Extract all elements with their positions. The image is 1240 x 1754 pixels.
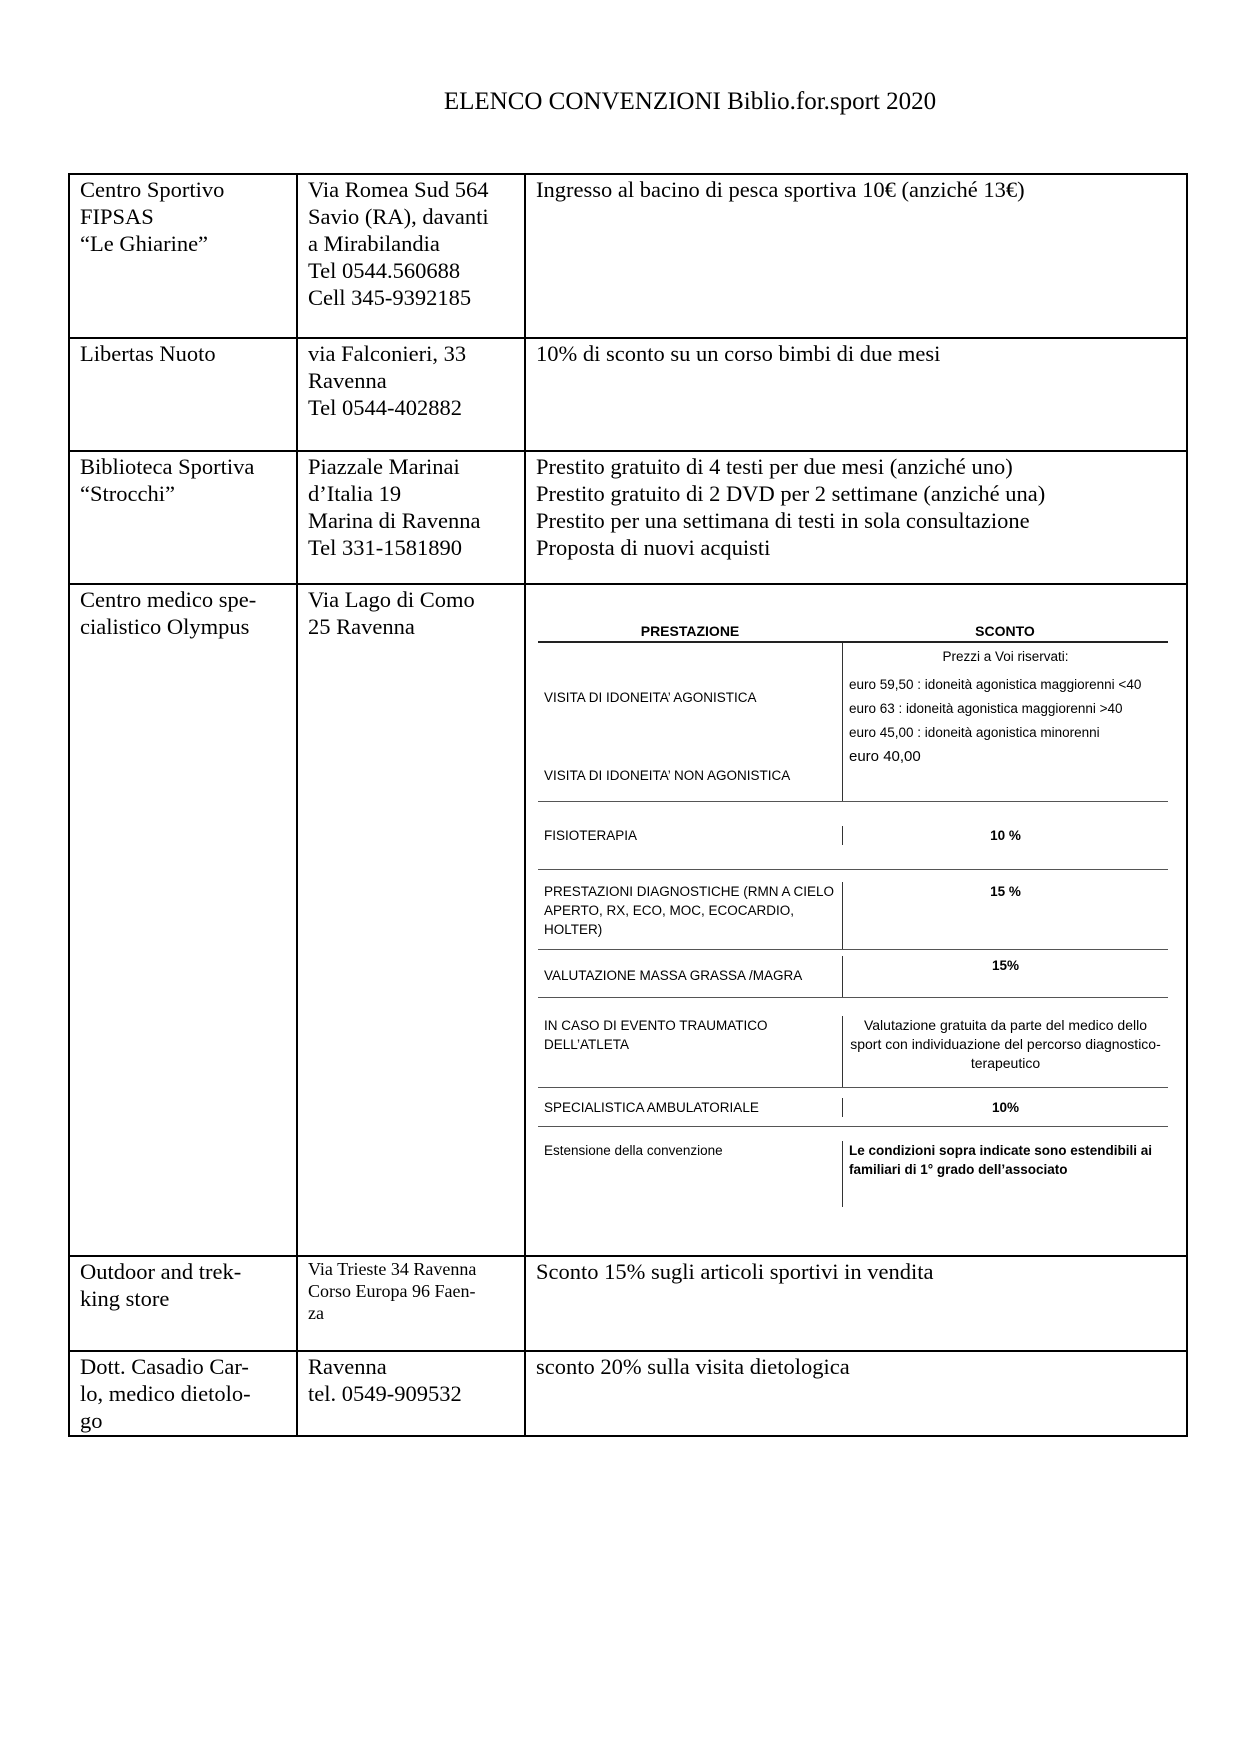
price-line: euro 63 : idoneità agonistica maggiorenni >40 (849, 701, 1123, 716)
partner-name-cell: Outdoor and trek- king store (69, 1256, 297, 1351)
partner-address-cell: Via Romea Sud 564 Savio (RA), davanti a Mirabilandia Tel 0544.560688 Cell 345-9392185 (297, 174, 525, 338)
partner-address-cell: Via Lago di Como 25 Ravenna (297, 584, 525, 1256)
partner-name-cell: Dott. Casadio Car- lo, medico dietolo- go (69, 1351, 297, 1436)
header-prestazione: PRESTAZIONE (640, 623, 740, 639)
olympus-row: VALUTAZIONE MASSA GRASSA /MAGRA 15% (538, 950, 1168, 998)
olympus-row: SPECIALISTICA AMBULATORIALE 10% (538, 1088, 1168, 1127)
price-line: euro 59,50 : idoneità agonistica maggiorenni <40 (849, 677, 1142, 692)
offer-cell (525, 584, 1187, 1256)
olympus-row-extension: Estensione della convenzione Le condizioni sopra indicate sono estendibili ai familiari di 1° grado dell’associato (538, 1127, 1168, 1207)
idoneita-agonistica-label: VISITA DI IDONEITA’ AGONISTICA (544, 690, 757, 705)
table-row (69, 1351, 1187, 1436)
table-row (69, 174, 1187, 338)
partner-address-cell: Ravenna tel. 0549-909532 (297, 1351, 525, 1436)
header-sconto: SCONTO (975, 623, 1035, 639)
document-title: ELENCO CONVENZIONI Biblio.for.sport 2020 (443, 88, 937, 115)
offer-cell: sconto 20% sulla visita dietologica (525, 1351, 1187, 1436)
partner-address-cell: Piazzale Marinai d’Italia 19 Marina di Ravenna Tel 331-1581890 (297, 451, 525, 584)
partner-name-cell: Libertas Nuoto (69, 338, 297, 451)
olympus-table-header (538, 595, 1168, 643)
offer-cell: Ingresso al bacino di pesca sportiva 10€ (anziché 13€) (525, 174, 1187, 338)
price-line: euro 45,00 : idoneità agonistica minorenni (849, 725, 1100, 740)
offer-cell: 10% di sconto su un corso bimbi di due mesi (525, 338, 1187, 451)
olympus-row: IN CASO DI EVENTO TRAUMATICO DELL’ATLETA Valutazione gratuita da parte del medico dello sport con individuazione del percorso diagnostico-terapeutico (538, 998, 1168, 1088)
partner-name-cell: Centro medico spe- cialistico Olympus (69, 584, 297, 1256)
partner-address-cell: Via Trieste 34 Ravenna Corso Europa 96 Faen- za (297, 1256, 525, 1351)
olympus-price-table (538, 595, 1168, 1207)
olympus-row-idoneita (538, 643, 1168, 802)
olympus-row: PRESTAZIONI DIAGNOSTICHE (RMN A CIELO APERTO, RX, ECO, MOC, ECOCARDIO, HOLTER) 15 % (538, 870, 1168, 950)
olympus-row: FISIOTERAPIA 10 % (538, 802, 1168, 870)
conventions-table (68, 173, 1188, 1437)
partner-name-cell: Biblioteca Sportiva “Strocchi” (69, 451, 297, 584)
offer-cell: Sconto 15% sugli articoli sportivi in vendita (525, 1256, 1187, 1351)
partner-name-cell: Centro Sportivo FIPSAS “Le Ghiarine” (69, 174, 297, 338)
table-row (69, 584, 1187, 1256)
table-row (69, 1256, 1187, 1351)
table-row (69, 338, 1187, 451)
price-line: euro 40,00 (849, 748, 921, 765)
prices-heading: Prezzi a Voi riservati: (942, 649, 1069, 664)
table-row (69, 451, 1187, 584)
idoneita-non-agonistica-label: VISITA DI IDONEITA’ NON AGONISTICA (544, 768, 791, 783)
partner-address-cell: via Falconieri, 33 Ravenna Tel 0544-402882 (297, 338, 525, 451)
offer-cell: Prestito gratuito di 4 testi per due mesi (anziché uno) Prestito gratuito di 2 DVD per 2 settimane (anziché una) Prestito per una settimana di testi in sola consultazione Proposta di nuovi acquisti (525, 451, 1187, 584)
